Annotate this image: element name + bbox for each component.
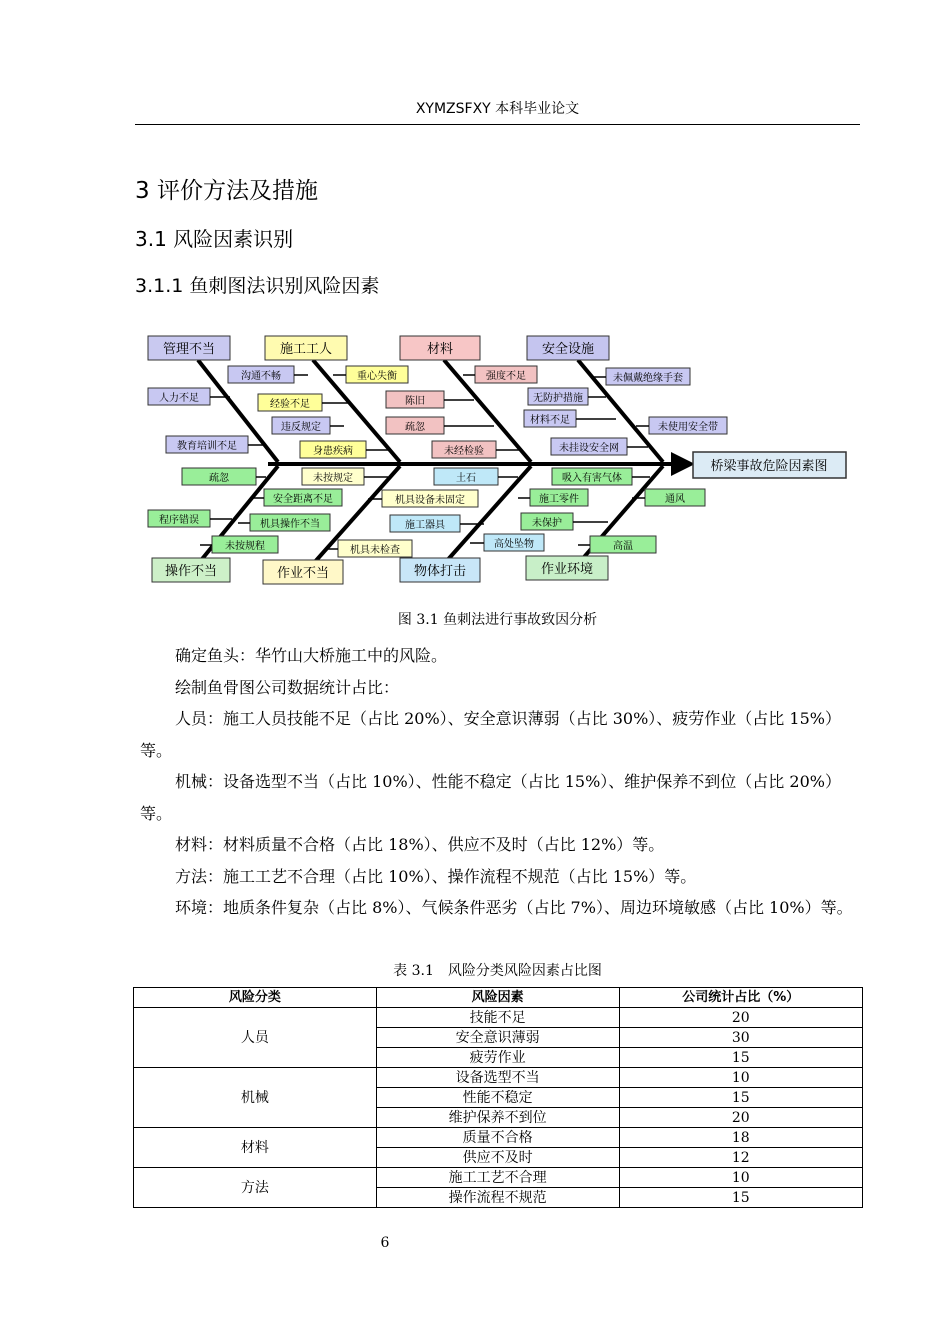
factor-cell: 施工工艺不合理 bbox=[376, 1168, 619, 1188]
factor-cell: 供应不及时 bbox=[376, 1148, 619, 1168]
page-number: 6 bbox=[380, 1235, 390, 1251]
cause-label: 高处坠物 bbox=[494, 539, 534, 550]
cause-label: 无防护措施 bbox=[533, 393, 583, 404]
category-label-operation: 操作不当 bbox=[164, 564, 218, 579]
category-label-work: 作业不当 bbox=[276, 566, 330, 581]
chapter-heading: 3 评价方法及措施 bbox=[135, 178, 318, 204]
factor-cell: 维护保养不到位 bbox=[376, 1108, 619, 1128]
fishbone-diagram bbox=[138, 328, 858, 590]
factor-cell: 操作流程不规范 bbox=[376, 1188, 619, 1208]
cause-label: 土石 bbox=[456, 473, 476, 484]
page-header: XYMZSFXY 本科毕业论文 bbox=[415, 101, 580, 117]
table-row bbox=[134, 1168, 863, 1188]
cause-label: 疏忽 bbox=[209, 473, 229, 484]
factor-cell: 性能不稳定 bbox=[376, 1088, 619, 1108]
paragraph: 确定鱼头：华竹山大桥施工中的风险。 bbox=[175, 646, 448, 665]
category-label-mgmt: 管理不当 bbox=[162, 342, 216, 357]
paragraph: 机械：设备选型不当（占比 10%）、性能不稳定（占比 15%）、维护保养不到位（占比 20%）等。 bbox=[140, 772, 841, 823]
cause-label: 陈旧 bbox=[405, 396, 425, 407]
cause-label: 未保护 bbox=[532, 518, 562, 529]
factor-cell: 安全意识薄弱 bbox=[376, 1028, 619, 1048]
category-label-safety: 安全设施 bbox=[541, 342, 595, 357]
cause-label: 身患疾病 bbox=[313, 446, 353, 457]
risk-table bbox=[133, 987, 863, 1208]
table-header-row bbox=[134, 988, 863, 1008]
cause-label: 经验不足 bbox=[270, 399, 310, 410]
cause-label: 沟通不畅 bbox=[241, 371, 281, 382]
percent-cell: 20 bbox=[619, 1108, 863, 1128]
cause-group-safety bbox=[524, 368, 727, 455]
cause-label: 通风 bbox=[665, 494, 685, 505]
percent-cell: 10 bbox=[619, 1068, 863, 1088]
table-row bbox=[134, 1128, 863, 1148]
cause-label: 未挂设安全网 bbox=[559, 443, 619, 454]
cause-label: 疏忽 bbox=[405, 422, 425, 433]
cause-label: 程序错误 bbox=[159, 515, 199, 526]
table-header-cell: 风险分类 bbox=[134, 988, 377, 1008]
percent-cell: 15 bbox=[619, 1088, 863, 1108]
paragraph: 方法：施工工艺不合理（占比 10%）、操作流程不规范（占比 15%）等。 bbox=[175, 866, 697, 886]
percent-cell: 18 bbox=[619, 1128, 863, 1148]
cause-label: 人力不足 bbox=[159, 393, 199, 404]
percent-cell: 15 bbox=[619, 1188, 863, 1208]
cause-label: 机具未检查 bbox=[350, 545, 400, 556]
table-caption: 表 3.1 风险分类风险因素占比图 bbox=[393, 963, 602, 979]
category-cell: 材料 bbox=[134, 1128, 377, 1168]
cause-group-env bbox=[518, 468, 705, 553]
cause-label: 施工器具 bbox=[405, 520, 445, 531]
cause-label: 重心失衡 bbox=[357, 371, 397, 382]
factor-cell: 设备选型不当 bbox=[376, 1068, 619, 1088]
paragraph: 绘制鱼骨图公司数据统计占比： bbox=[175, 677, 400, 697]
cause-label: 未佩戴绝缘手套 bbox=[613, 373, 683, 384]
percent-cell: 20 bbox=[619, 1008, 863, 1028]
body-text bbox=[140, 640, 860, 924]
cause-label: 施工零件 bbox=[539, 494, 579, 505]
section-heading: 3.1 风险因素识别 bbox=[135, 227, 294, 251]
cause-label: 教育培训不足 bbox=[177, 441, 237, 452]
cause-label: 安全距离不足 bbox=[273, 494, 333, 505]
category-label-material: 材料 bbox=[426, 342, 454, 357]
table-header-cell: 公司统计占比（%） bbox=[619, 988, 863, 1008]
subsection-heading: 3.1.1 鱼刺图法识别风险因素 bbox=[135, 275, 380, 297]
category-cell: 人员 bbox=[134, 1008, 377, 1068]
figure-caption: 图 3.1 鱼刺法进行事故致因分析 bbox=[397, 612, 598, 628]
factor-cell: 疲劳作业 bbox=[376, 1048, 619, 1068]
fish-head-label: 桥梁事故危险因素图 bbox=[710, 459, 828, 474]
cause-label: 违反规定 bbox=[281, 422, 321, 433]
table-row bbox=[134, 1068, 863, 1088]
paragraph: 环境：地质条件复杂（占比 8%）、气候条件恶劣（占比 7%）、周边环境敏感（占比 10%）等。 bbox=[175, 898, 853, 917]
cause-label: 强度不足 bbox=[486, 371, 526, 382]
cause-label: 吸入有害气体 bbox=[562, 473, 622, 484]
paragraph: 材料：材料质量不合格（占比 18%）、供应不及时（占比 12%）等。 bbox=[175, 835, 665, 854]
cause-label: 高温 bbox=[613, 541, 633, 552]
cause-label: 材料不足 bbox=[530, 415, 570, 426]
factor-cell: 技能不足 bbox=[376, 1008, 619, 1028]
factor-cell: 质量不合格 bbox=[376, 1128, 619, 1148]
paragraph: 人员：施工人员技能不足（占比 20%）、安全意识薄弱（占比 30%）、疲劳作业（占比 15%）等。 bbox=[140, 709, 841, 760]
percent-cell: 12 bbox=[619, 1148, 863, 1168]
cause-label: 未经检验 bbox=[444, 446, 484, 457]
table-row bbox=[134, 1008, 863, 1028]
cause-label: 机具操作不当 bbox=[260, 519, 320, 530]
header-rule bbox=[135, 124, 860, 125]
percent-cell: 15 bbox=[619, 1048, 863, 1068]
percent-cell: 30 bbox=[619, 1028, 863, 1048]
category-label-worker: 施工工人 bbox=[279, 342, 333, 357]
category-cell: 机械 bbox=[134, 1068, 377, 1128]
cause-label: 未使用安全带 bbox=[658, 422, 718, 433]
cause-label: 未按规程 bbox=[225, 541, 265, 552]
table-header-cell: 风险因素 bbox=[376, 988, 619, 1008]
cause-label: 机具设备未固定 bbox=[395, 495, 465, 506]
cause-label: 未按规定 bbox=[313, 473, 353, 484]
category-cell: 方法 bbox=[134, 1168, 377, 1208]
category-label-strike: 物体打击 bbox=[413, 564, 467, 579]
percent-cell: 10 bbox=[619, 1168, 863, 1188]
category-label-env: 作业环境 bbox=[540, 562, 594, 577]
